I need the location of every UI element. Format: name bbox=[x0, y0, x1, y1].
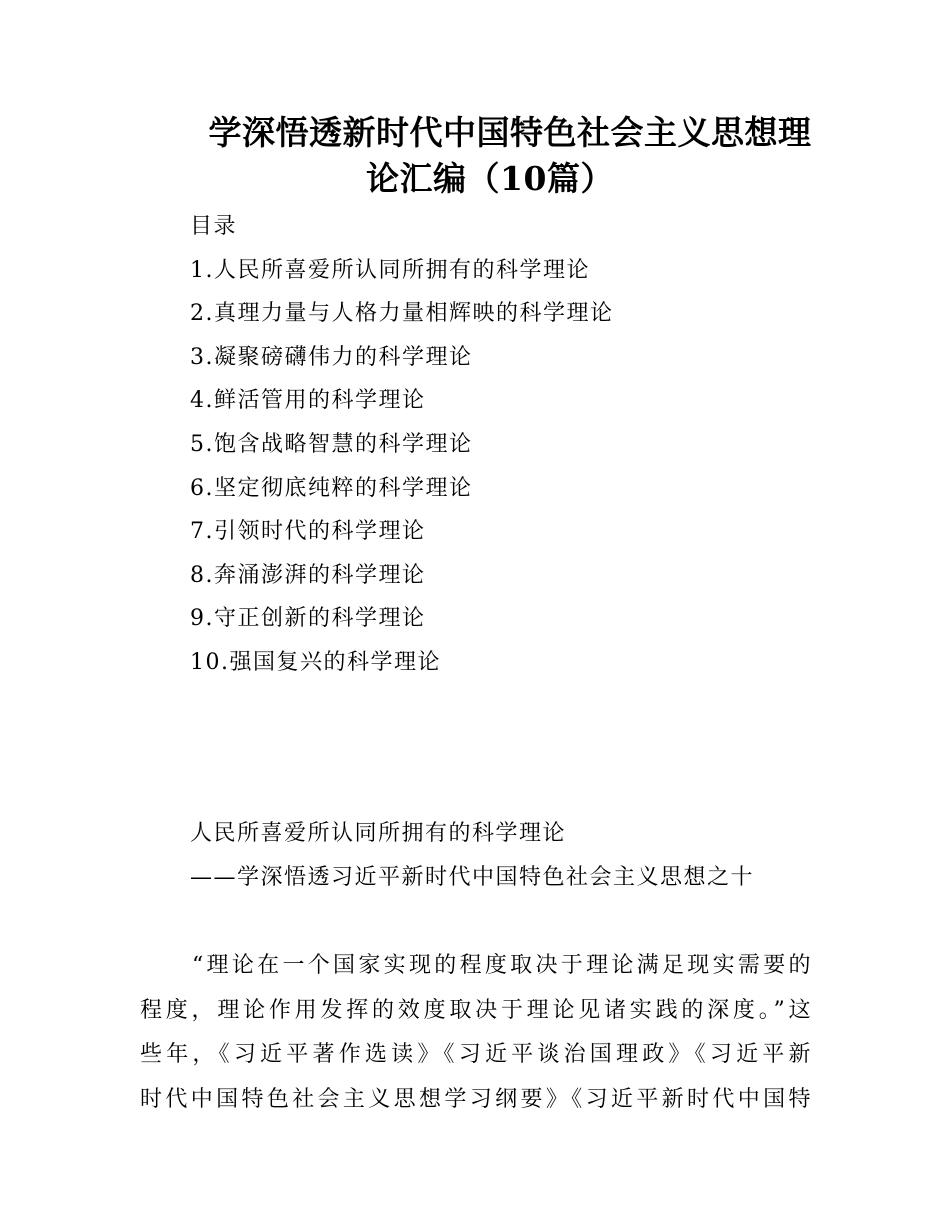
toc-item-8: 8.奔涌澎湃的科学理论 bbox=[190, 562, 426, 588]
toc-item-4: 4.鲜活管用的科学理论 bbox=[190, 388, 426, 414]
toc-heading: 目录 bbox=[190, 214, 238, 239]
body-paragraph bbox=[140, 944, 812, 1122]
toc-item-2: 2.真理力量与人格力量相辉映的科学理论 bbox=[190, 301, 614, 327]
paragraph-line-1: “理论在一个国家实现的程度取决于理论满足现实需要的 bbox=[192, 953, 812, 978]
paragraph-line-2: 程度，理论作用发挥的效度取决于理论见诸实践的深度。”这 bbox=[140, 997, 812, 1023]
toc-item-1: 1.人民所喜爱所认同所拥有的科学理论 bbox=[190, 257, 590, 283]
toc-item-6: 6.坚定彻底纯粹的科学理论 bbox=[190, 475, 473, 501]
toc-item-5: 5.饱含战略智慧的科学理论 bbox=[190, 431, 473, 457]
paragraph-line-4: 时代中国特色社会主义思想学习纲要》《习近平新时代中国特 bbox=[140, 1086, 812, 1112]
toc-item-10: 10.强国复兴的科学理论 bbox=[190, 649, 441, 675]
toc-item-9: 9.守正创新的科学理论 bbox=[190, 606, 426, 632]
section-title: 人民所喜爱所认同所拥有的科学理论 bbox=[190, 821, 567, 846]
toc-item-7: 7.引领时代的科学理论 bbox=[190, 519, 426, 545]
toc-item-3: 3.凝聚磅礴伟力的科学理论 bbox=[190, 344, 473, 370]
table-of-contents bbox=[190, 205, 614, 685]
section-subtitle: ——学深悟透习近平新时代中国特色社会主义思想之十 bbox=[190, 865, 755, 890]
document-title bbox=[140, 110, 840, 202]
title-line-1: 学深悟透新时代中国特色社会主义思想理 bbox=[208, 113, 812, 152]
paragraph-line-3: 些年，《习近平著作选读》《习近平谈治国理政》《习近平新 bbox=[140, 1042, 812, 1067]
toc-list bbox=[190, 249, 614, 685]
title-line-2: 论汇编（10篇） bbox=[366, 159, 614, 198]
